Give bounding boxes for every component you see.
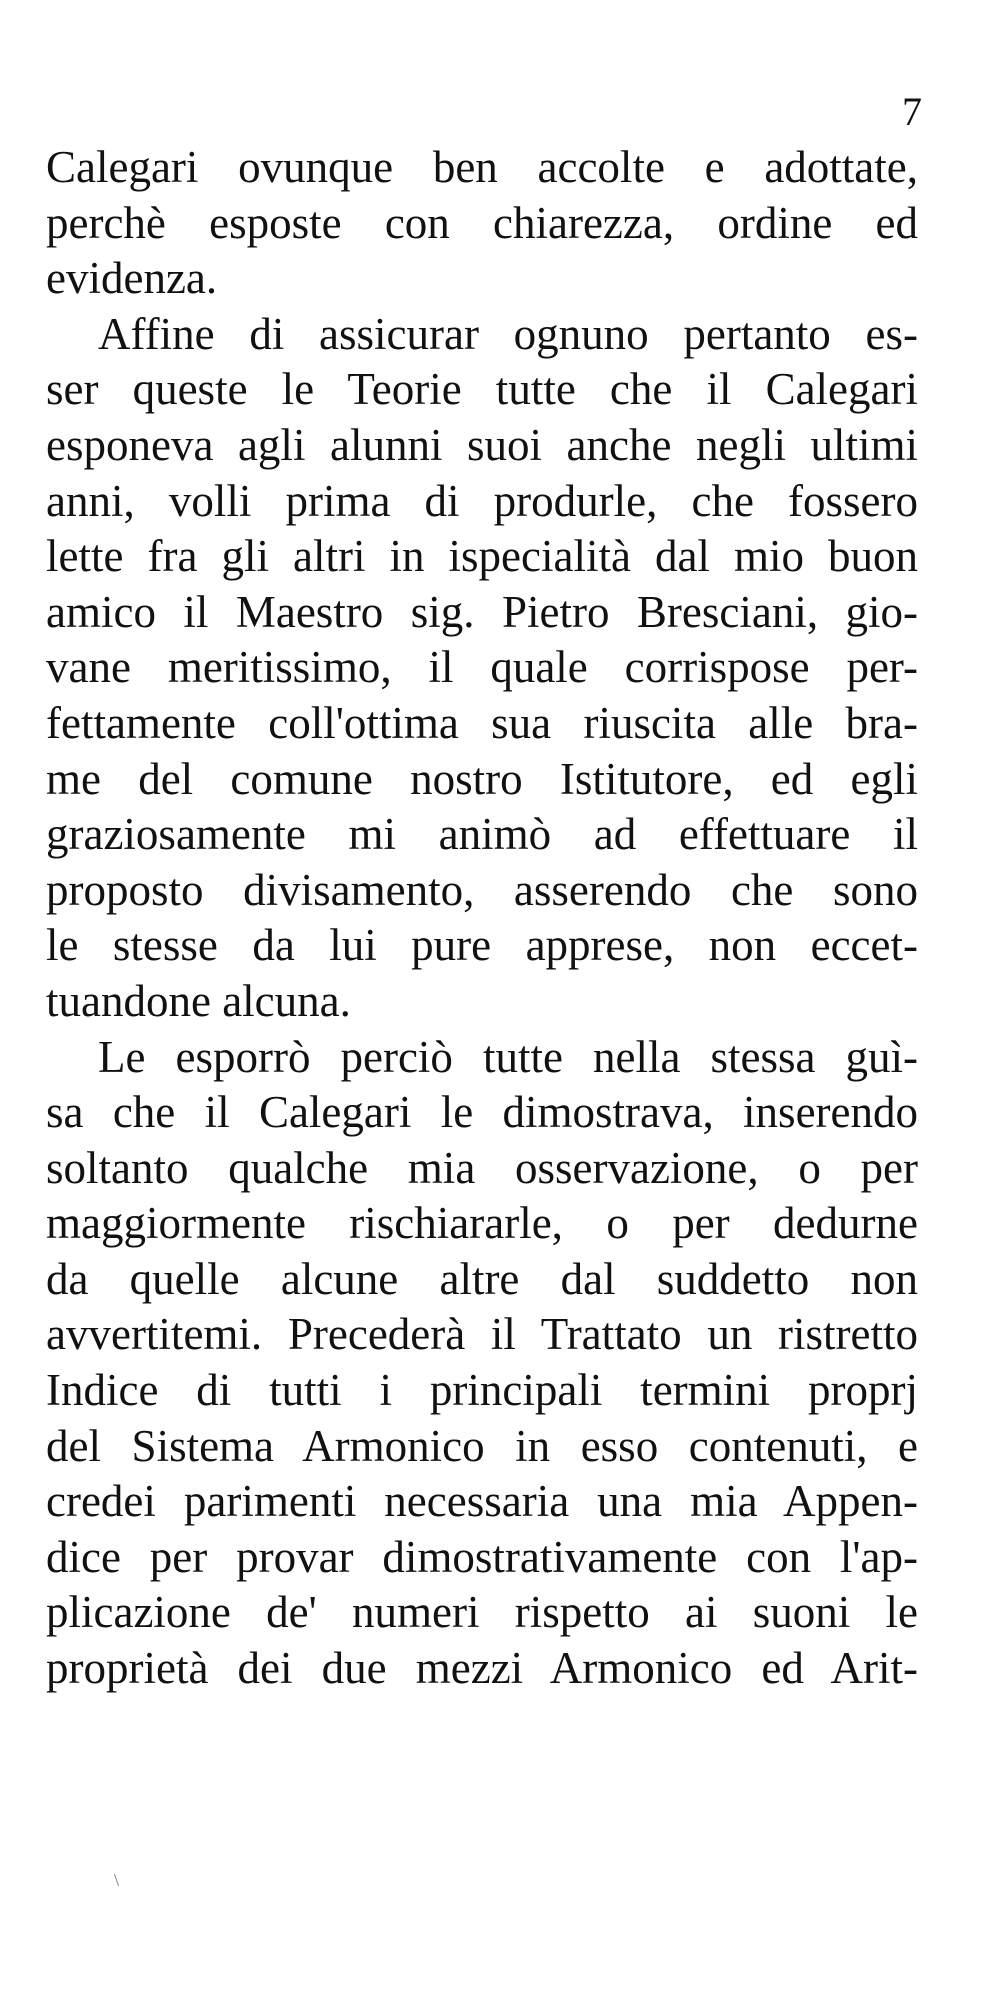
text-line: avvertitemi. Precederà il Trattato un ristretto (46, 1309, 918, 1360)
text-line: plicazione de' numeri rispetto ai suoni le (46, 1587, 918, 1638)
text-line: vane meritissimo, il quale corrispose per- (46, 642, 918, 693)
text-line: fettamente coll'ottima sua riuscita alle bra- (46, 697, 918, 748)
text-line: da quelle alcune altre dal suddetto non (46, 1253, 918, 1304)
text-line: Indice di tutti i principali termini proprj (46, 1365, 918, 1416)
text-line: maggiormente rischiararle, o per dedurne (46, 1198, 918, 1249)
text-line: lette fra gli altri in ispecialità dal mio buon (46, 531, 918, 582)
text-line: proposto divisamento, asserendo che sono (46, 864, 918, 915)
stray-mark: \ (114, 1870, 120, 1890)
text-line: graziosamente mi animò ad effettuare il (46, 809, 918, 860)
text-line: Calegari ovunque ben accolte e adottate, (46, 142, 918, 192)
paragraph-first-line: Affine di assicurar ognuno pertanto es- (98, 308, 918, 359)
text-line: evidenza. (46, 253, 218, 304)
text-line: dice per provar dimostrativamente con l'ap- (46, 1531, 918, 1582)
paragraph-first-line: Le esporrò perciò tutte nella stessa guì- (98, 1031, 918, 1082)
text-line: credei parimenti necessaria una mia Appen- (46, 1476, 918, 1527)
text-line: tuandone alcuna. (46, 975, 351, 1026)
text-line: ser queste le Teorie tutte che il Calegari (46, 364, 918, 415)
text-line: perchè esposte con chiarezza, ordine ed (46, 197, 918, 248)
text-line: proprietà dei due mezzi Armonico ed Arit- (46, 1643, 918, 1694)
text-line: le stesse da lui pure apprese, non eccet- (46, 920, 918, 971)
text-line: anni, volli prima di produrle, che fossero (46, 475, 918, 526)
text-line: del Sistema Armonico in esso contenuti, e (46, 1420, 918, 1471)
text-line: soltanto qualche mia osservazione, o per (46, 1142, 918, 1193)
body-text (46, 140, 918, 1697)
text-line: sa che il Calegari le dimostrava, inserendo (46, 1087, 918, 1138)
page-number: 7 (902, 89, 922, 134)
text-line: me del comune nostro Istitutore, ed egli (46, 753, 918, 804)
text-line: esponeva agli alunni suoi anche negli ultimi (46, 419, 918, 470)
text-line: amico il Maestro sig. Pietro Bresciani, gio- (46, 586, 918, 637)
